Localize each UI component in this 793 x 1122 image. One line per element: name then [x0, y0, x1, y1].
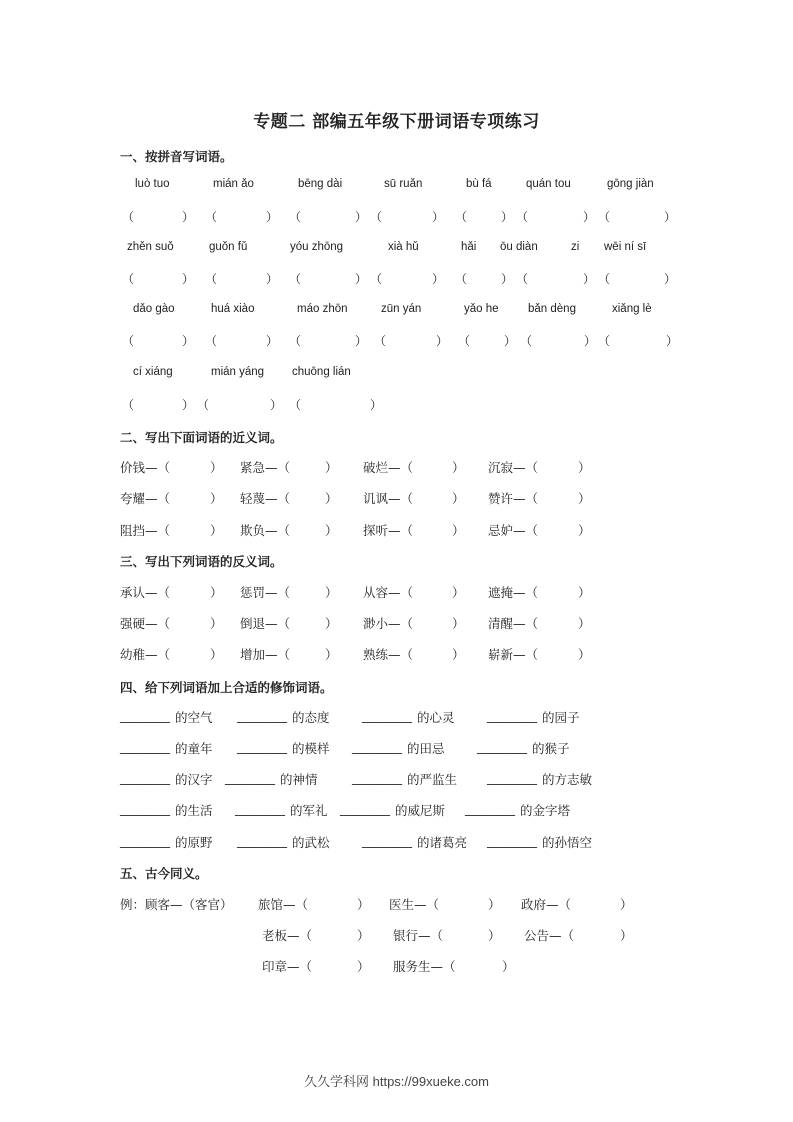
ancient-modern-item: 服务生—（ [393, 959, 456, 974]
pinyin-item: ōu diàn [500, 241, 538, 253]
paren-right: ） [210, 616, 223, 631]
pinyin-item: zūn yán [381, 303, 422, 315]
paren-right: ） [182, 334, 195, 348]
blank-line: ________ [235, 801, 285, 816]
pinyin-item: huá xiào [211, 303, 255, 315]
blank-line: ________ [362, 833, 412, 848]
paren-right: ） [620, 928, 633, 943]
paren-right: ） [578, 585, 591, 600]
paren-right: ） [266, 272, 279, 286]
pinyin-item: bù fá [466, 178, 492, 190]
paren-left: （ [458, 334, 471, 348]
pinyin-item: xià hǔ [388, 241, 419, 253]
pinyin-item: luò tuo [135, 178, 170, 190]
antonym-item: 增加—（ [240, 647, 291, 662]
modifier-item: 的空气 [175, 710, 213, 725]
pinyin-item: wēi ní sī [604, 241, 647, 253]
antonym-item: 熟练—（ [363, 647, 414, 662]
paren-right: ） [325, 491, 338, 506]
modifier-item: 的金字塔 [520, 803, 571, 818]
paren-right: ） [488, 897, 501, 912]
paren-right: ） [502, 959, 515, 974]
paren-left: （ [289, 272, 302, 286]
synonym-item: 讥讽—（ [363, 491, 414, 506]
modifier-item: 的心灵 [417, 710, 455, 725]
pinyin-item: mián ǎo [213, 178, 254, 190]
blank-line: ________ [120, 833, 170, 848]
section-5-heading: 五、古今同义。 [120, 866, 208, 881]
paren-right: ） [370, 398, 383, 412]
antonym-item: 承认—（ [120, 585, 171, 600]
blank-line: ________ [487, 770, 537, 785]
synonym-item: 阻挡—（ [120, 523, 171, 538]
paren-right: ） [578, 523, 591, 538]
modifier-item: 的威尼斯 [395, 803, 446, 818]
paren-right: ） [210, 647, 223, 662]
paren-right: ） [432, 272, 445, 286]
paren-left: （ [455, 272, 468, 286]
paren-right: ） [210, 491, 223, 506]
ancient-modern-item: 医生—（ [389, 897, 440, 912]
modifier-item: 的神情 [280, 772, 318, 787]
paren-left: （ [197, 398, 210, 412]
modifier-item: 的军礼 [290, 803, 328, 818]
paren-right: ） [357, 928, 370, 943]
blank-line: ________ [120, 708, 170, 723]
pinyin-item: zi [571, 241, 580, 253]
paren-right: ） [578, 616, 591, 631]
paren-left: （ [289, 398, 302, 412]
paren-right: ） [182, 398, 195, 412]
section-2-heading: 二、写出下面词语的近义词。 [120, 430, 283, 445]
antonym-item: 惩罚—（ [240, 585, 291, 600]
paren-left: （ [122, 210, 135, 224]
paren-right: ） [355, 210, 368, 224]
paren-right: ） [355, 334, 368, 348]
ancient-modern-item: 公告—（ [524, 928, 575, 943]
blank-line: ________ [352, 770, 402, 785]
pinyin-item: yǎo he [464, 303, 499, 315]
paren-right: ） [452, 491, 465, 506]
synonym-item: 破烂—（ [363, 460, 414, 475]
modifier-item: 的孙悟空 [542, 835, 593, 850]
paren-left: （ [122, 272, 135, 286]
paren-right: ） [270, 398, 283, 412]
paren-right: ） [210, 523, 223, 538]
synonym-item: 赞许—（ [488, 491, 539, 506]
paren-left: （ [205, 210, 218, 224]
paren-left: （ [516, 210, 529, 224]
paren-right: ） [620, 897, 633, 912]
antonym-item: 从容—（ [363, 585, 414, 600]
blank-line: ________ [340, 801, 390, 816]
paren-left: （ [455, 210, 468, 224]
paren-left: （ [598, 272, 611, 286]
paren-right: ） [583, 210, 596, 224]
antonym-item: 崭新—（ [488, 647, 539, 662]
paren-right: ） [666, 334, 679, 348]
paren-right: ） [664, 210, 677, 224]
paren-right: ） [578, 491, 591, 506]
blank-line: ________ [237, 833, 287, 848]
paren-right: ） [325, 523, 338, 538]
page-title: 专题二 部编五年级下册词语专项练习 [253, 112, 540, 132]
paren-right: ） [452, 585, 465, 600]
antonym-item: 幼稚—（ [120, 647, 171, 662]
paren-left: （ [289, 210, 302, 224]
section-3-heading: 三、写出下列词语的反义词。 [120, 554, 283, 569]
paren-right: ） [355, 272, 368, 286]
paren-right: ） [210, 585, 223, 600]
blank-line: ________ [487, 833, 537, 848]
synonym-item: 价钱—（ [120, 460, 171, 475]
pinyin-item: máo zhōn [297, 303, 348, 315]
paren-right: ） [266, 334, 279, 348]
paren-right: ） [578, 460, 591, 475]
paren-left: （ [516, 272, 529, 286]
paren-right: ） [182, 210, 195, 224]
paren-left: （ [205, 272, 218, 286]
section-1-heading: 一、按拼音写词语。 [120, 149, 233, 164]
modifier-item: 的原野 [175, 835, 213, 850]
paren-right: ） [357, 959, 370, 974]
paren-left: （ [122, 398, 135, 412]
blank-line: ________ [120, 739, 170, 754]
paren-right: ） [584, 334, 597, 348]
synonym-item: 欺负—（ [240, 523, 291, 538]
pinyin-item: mián yáng [211, 366, 265, 378]
modifier-item: 的园子 [542, 710, 580, 725]
paren-right: ） [504, 334, 517, 348]
blank-line: ________ [120, 770, 170, 785]
pinyin-item: sū ruǎn [384, 178, 423, 190]
paren-right: ） [325, 585, 338, 600]
blank-line: ________ [487, 708, 537, 723]
modifier-item: 的猴子 [532, 741, 570, 756]
pinyin-item: yóu zhōng [290, 241, 344, 253]
ancient-modern-item: 老板—（ [262, 928, 313, 943]
blank-line: ________ [225, 770, 275, 785]
footer-watermark: 久久学科网 https://99xueke.com [304, 1074, 489, 1089]
paren-right: ） [357, 897, 370, 912]
antonym-item: 渺小—（ [363, 616, 414, 631]
antonym-item: 清醒—（ [488, 616, 539, 631]
paren-left: （ [370, 272, 383, 286]
antonym-item: 遮掩—（ [488, 585, 539, 600]
blank-line: ________ [477, 739, 527, 754]
paren-right: ） [501, 272, 514, 286]
pinyin-item: bēng dài [298, 178, 343, 190]
blank-line: ________ [237, 708, 287, 723]
modifier-item: 的严监生 [407, 772, 458, 787]
pinyin-item: cí xiáng [133, 366, 173, 378]
modifier-item: 的态度 [292, 710, 330, 725]
modifier-item: 的方志敏 [542, 772, 593, 787]
paren-right: ） [452, 616, 465, 631]
paren-left: （ [205, 334, 218, 348]
ancient-modern-item: 印章—（ [262, 959, 313, 974]
section-4-heading: 四、给下列词语加上合适的修饰词语。 [120, 680, 333, 695]
synonym-item: 探听—（ [363, 523, 414, 538]
ancient-modern-item: 政府—（ [521, 897, 572, 912]
synonym-item: 忌妒—（ [488, 523, 539, 538]
pinyin-item: hǎi [461, 241, 477, 253]
paren-left: （ [598, 334, 611, 348]
paren-right: ） [488, 928, 501, 943]
modifier-item: 的生活 [175, 803, 213, 818]
blank-line: ________ [362, 708, 412, 723]
paren-left: （ [122, 334, 135, 348]
blank-line: ________ [352, 739, 402, 754]
pinyin-item: bǎn dèng [528, 303, 576, 315]
ancient-modern-item: 银行—（ [393, 928, 444, 943]
blank-line: ________ [465, 801, 515, 816]
pinyin-item: quán tou [526, 178, 571, 190]
modifier-item: 的模样 [292, 741, 330, 756]
synonym-item: 紧急—（ [240, 460, 291, 475]
blank-line: ________ [237, 739, 287, 754]
paren-right: ） [436, 334, 449, 348]
paren-right: ） [578, 647, 591, 662]
paren-left: （ [374, 334, 387, 348]
paren-right: ） [266, 210, 279, 224]
paren-right: ） [325, 460, 338, 475]
pinyin-item: dǎo gào [133, 303, 175, 315]
synonym-item: 夸耀—（ [120, 491, 171, 506]
modifier-item: 的诸葛亮 [417, 835, 468, 850]
paren-left: （ [520, 334, 533, 348]
antonym-item: 强硬—（ [120, 616, 171, 631]
ancient-modern-item: 旅馆—（ [258, 897, 309, 912]
paren-right: ） [325, 647, 338, 662]
paren-left: （ [370, 210, 383, 224]
pinyin-item: gōng jiàn [607, 178, 654, 190]
paren-right: ） [210, 460, 223, 475]
paren-right: ） [501, 210, 514, 224]
paren-right: ） [452, 460, 465, 475]
example-item: 例：顾客—（客官） [120, 897, 233, 912]
paren-right: ） [664, 272, 677, 286]
paren-right: ） [452, 647, 465, 662]
pinyin-item: zhěn suǒ [127, 241, 174, 253]
modifier-item: 的田忌 [407, 741, 445, 756]
synonym-item: 沉寂—（ [488, 460, 539, 475]
paren-right: ） [583, 272, 596, 286]
modifier-item: 的武松 [292, 835, 330, 850]
modifier-item: 的童年 [175, 741, 213, 756]
modifier-item: 的汉字 [175, 772, 213, 787]
paren-right: ） [432, 210, 445, 224]
pinyin-item: xiǎng lè [612, 303, 652, 315]
antonym-item: 倒退—（ [240, 616, 291, 631]
paren-left: （ [598, 210, 611, 224]
paren-right: ） [325, 616, 338, 631]
paren-right: ） [452, 523, 465, 538]
paren-left: （ [289, 334, 302, 348]
synonym-item: 轻蔑—（ [240, 491, 291, 506]
blank-line: ________ [120, 801, 170, 816]
pinyin-item: chuōng lián [292, 366, 351, 378]
paren-right: ） [182, 272, 195, 286]
pinyin-item: guǒn fǔ [209, 241, 248, 253]
